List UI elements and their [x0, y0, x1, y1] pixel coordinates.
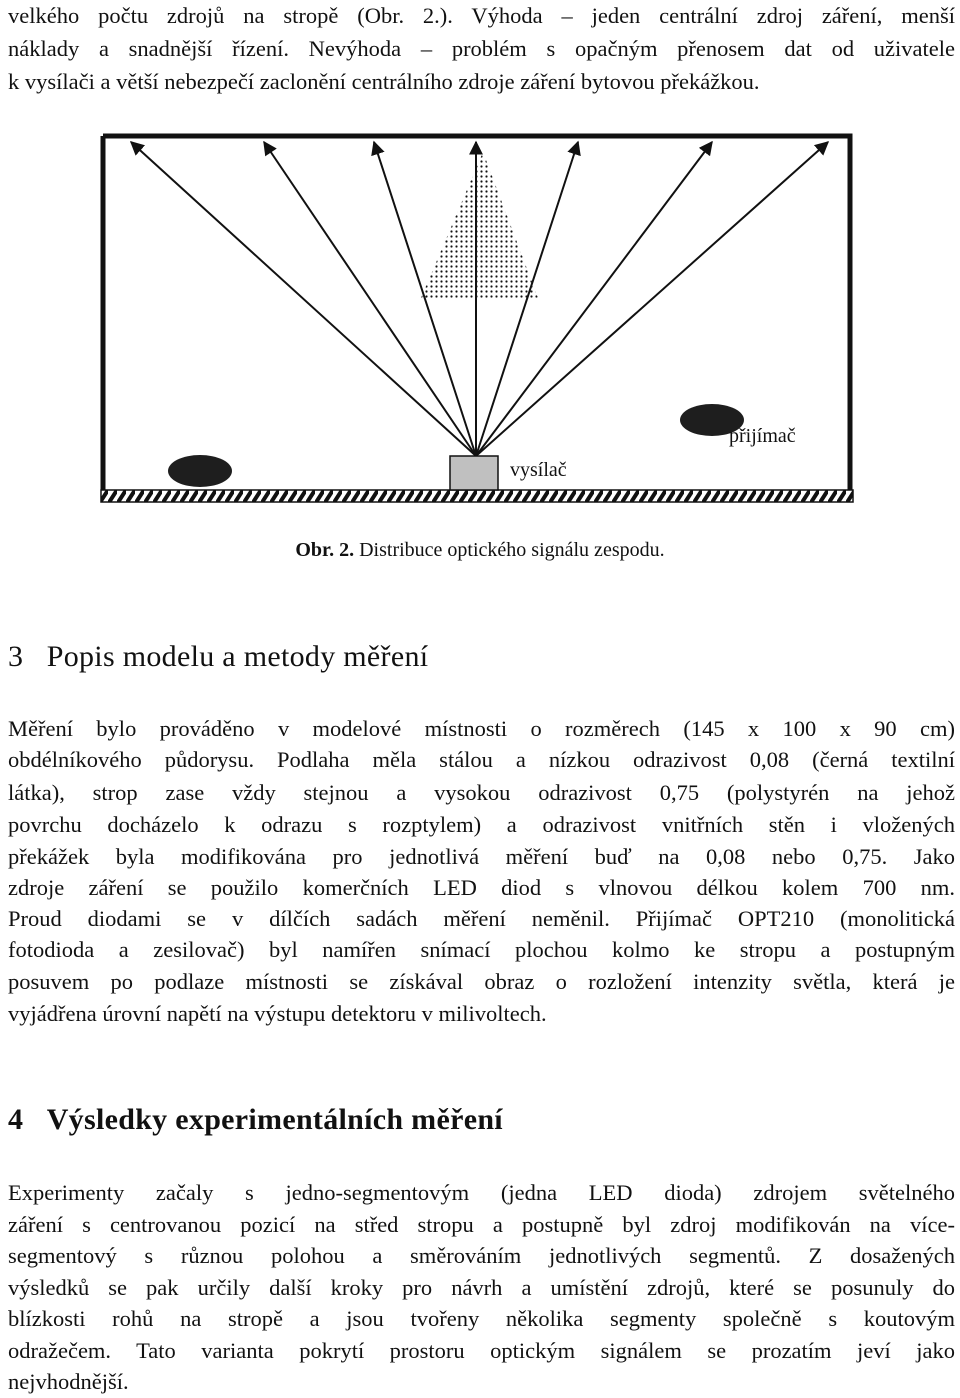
caption-number: Obr. 2. — [295, 539, 355, 561]
paragraph-line: odražečem. Tato varianta pokrytí prostoru optickým signálem se prozatím jeví jako — [8, 1338, 955, 1363]
paragraph-line: Experimenty začaly s jedno-segmentovým (jedna LED dioda) zdrojem světelného — [8, 1180, 955, 1205]
paragraph-line: výsledků se pak určily další kroky pro návrh a umístění zdrojů, které se posunuly do — [8, 1275, 955, 1300]
paragraph-line: látka), strop zase vždy stejnou a vysokou odrazivost 0,75 (polystyrén na jehož — [8, 780, 955, 805]
paragraph-line: posuvem po podlaze místnosti se získával obraz o rozložení intenzity světla, která je — [8, 969, 955, 994]
transmitter-box — [450, 456, 498, 490]
intro-line: velkého počtu zdrojů na stropě (Obr. 2.). Výhoda – jeden centrální zdroj záření, menší — [8, 3, 955, 28]
room-diagram — [0, 0, 960, 520]
paragraph-line: nejvhodnější. — [8, 1369, 129, 1394]
paragraph-line: záření s centrovanou pozicí na střed stropu a postupně byl zdroj modifikován na více- — [8, 1212, 955, 1237]
light-cone — [421, 152, 538, 298]
intro-line: k vysílači a větší nebezpečí zaclonění centrálního zdroje záření bytovou překážkou. — [8, 69, 760, 94]
section-3-heading — [8, 637, 428, 677]
receiver-label: přijímač — [729, 425, 796, 447]
paragraph-line: překážek byla modifikována pro jednotlivá měření buď na 0,08 nebo 0,75. Jako — [8, 844, 955, 869]
paragraph-line: blízkosti rohů na stropě a jsou tvořeny několika segmenty společně s koutovým — [8, 1306, 955, 1331]
paragraph-line: Proud diodami se v dílčích sadách měření neměnil. Přijímač OPT210 (monolitická — [8, 906, 955, 931]
section-title: Popis modelu a metody měření — [46, 640, 429, 673]
ray — [264, 142, 476, 456]
section-number: 3 — [8, 640, 24, 673]
section-4-heading — [8, 1100, 503, 1140]
paragraph-line: fotodioda a zesilovač) byl namířen snímací plochou kolmo ke stropu a postupným — [8, 937, 955, 962]
paragraph-line: vyjádřena úrovní napětí na výstupu detektoru v milivoltech. — [8, 1001, 547, 1026]
ray — [476, 142, 828, 456]
receiver-ellipse-left — [168, 455, 232, 487]
paragraph-line: obdélníkového půdorysu. Podlaha měla stálou a nízkou odrazivost 0,08 (černá textilní — [8, 747, 955, 772]
intro-line: náklady a snadnější řízení. Nevýhoda – problém s opačným přenosem dat od uživatele — [8, 36, 955, 61]
floor-hatch — [101, 490, 853, 502]
section-number: 4 — [8, 1103, 24, 1136]
caption-text: Distribuce optického signálu zespodu. — [359, 539, 665, 561]
paragraph-line: povrchu docházelo k odrazu s rozptylem) a odrazivost vnitřních stěn i vložených — [8, 812, 955, 837]
transmitter-label: vysílač — [510, 459, 567, 481]
paragraph-line: segmentový s různou polohou a směrováním jednotlivých segmentů. Z dosažených — [8, 1243, 955, 1268]
paragraph-line: zdroje záření se použilo komerčních LED diod s vlnovou délkou kolem 700 nm. — [8, 875, 955, 900]
figure-caption — [0, 536, 960, 564]
figure-optical-distribution — [0, 0, 960, 520]
ray — [476, 142, 712, 456]
paragraph-line: Měření bylo prováděno v modelové místnosti o rozměrech (145 x 100 x 90 cm) — [8, 716, 955, 741]
section-title: Výsledky experimentálních měření — [46, 1103, 503, 1136]
